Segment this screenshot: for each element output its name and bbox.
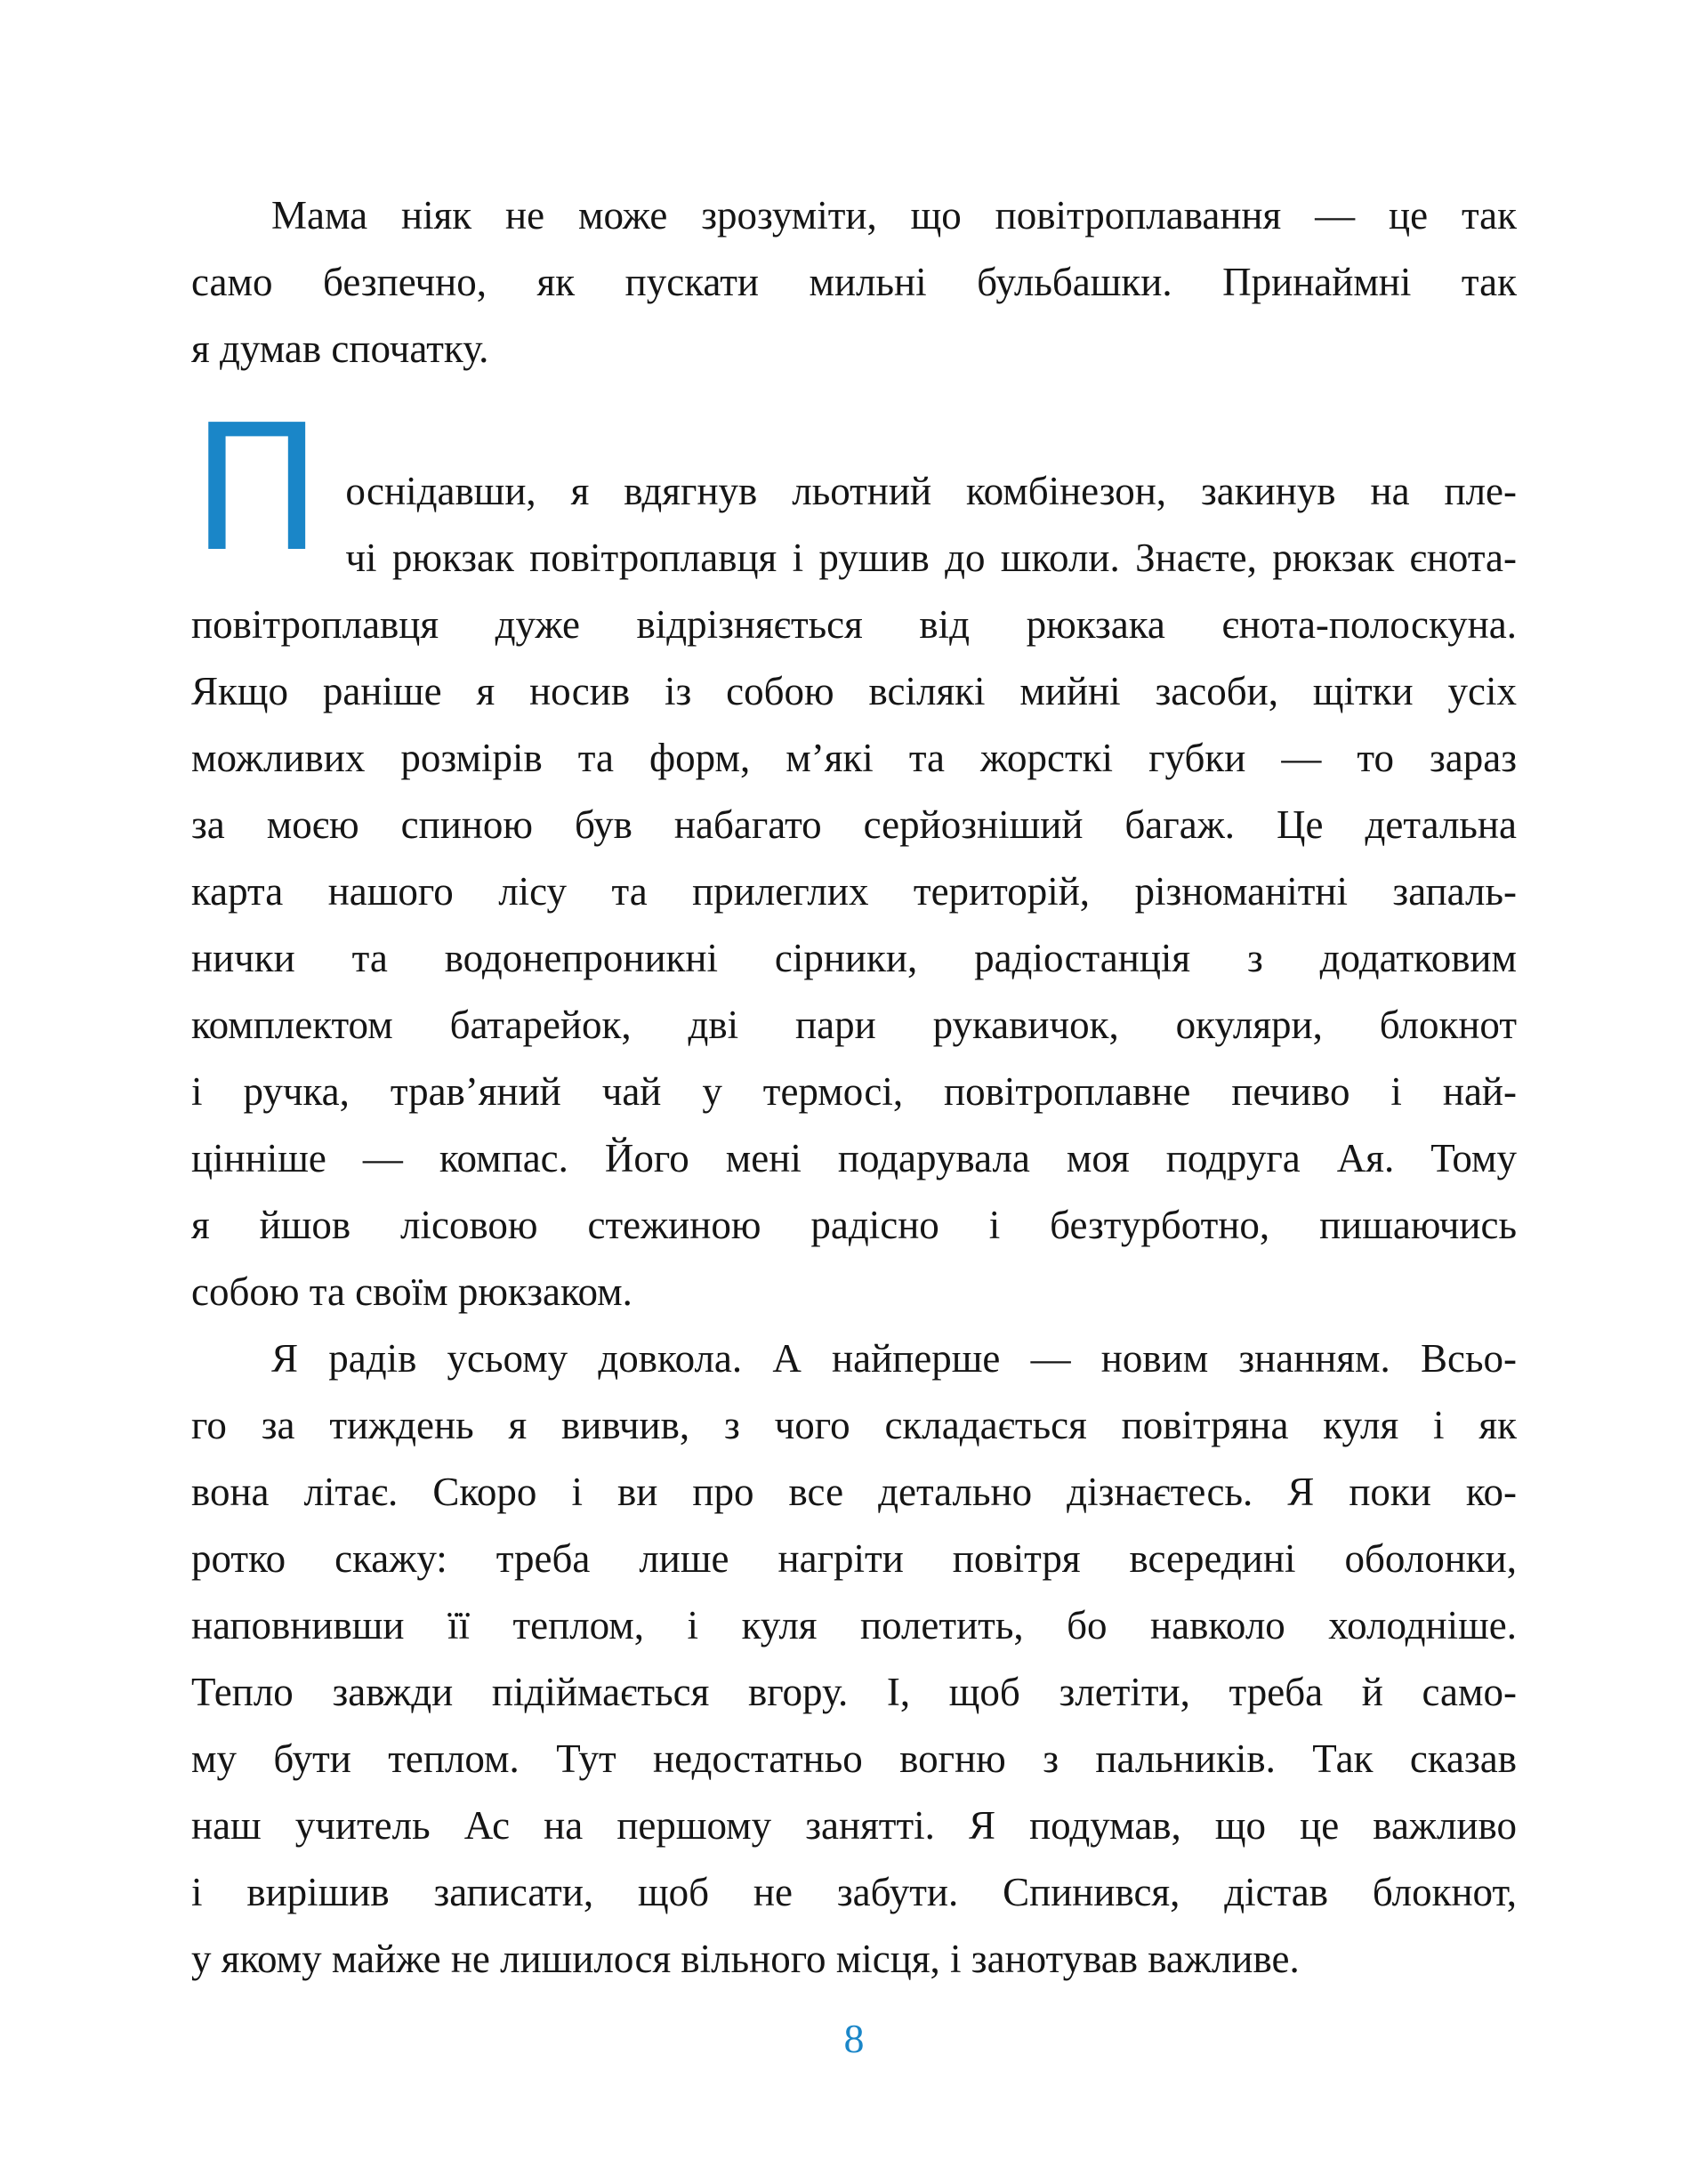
text-line: го за тиждень я вивчив, з чого складається повітряна куля і як — [191, 1403, 1517, 1447]
text-line: ротко скажу: треба лише нагріти повітря всередині оболонки, — [191, 1536, 1517, 1581]
text-line: я йшов лісовою стежиною радісно і безтурботно, пишаючись — [191, 1203, 1517, 1247]
text-line: повітроплавця дуже відрізняється від рюкзака єнота-полоскуна. — [191, 602, 1517, 647]
text-line: можливих розмірів та форм, м’які та жорсткі губки — то зараз — [191, 736, 1517, 780]
text-line: Я радів усьому довкола. А найперше — новим знанням. Всьо- — [271, 1336, 1517, 1381]
text-line: і вирішив записати, щоб не забути. Спинився, дістав блокнот, — [191, 1870, 1517, 1914]
text-line: і ручка, трав’яний чай у термосі, повітроплавне печиво і най- — [191, 1069, 1517, 1114]
page-body — [191, 0, 1517, 1993]
text-line: вона літає. Скоро і ви про все детально дізнаєтесь. Я поки ко- — [191, 1470, 1517, 1514]
text-line: цінніше — компас. Його мені подарувала моя подруга Ая. Тому — [191, 1136, 1517, 1180]
text-line: наш учитель Ас на першому занятті. Я подумав, що це важливо — [191, 1803, 1517, 1848]
page-number: 8 — [843, 2016, 865, 2061]
paragraph — [191, 388, 1517, 1325]
text-line: карта нашого лісу та прилеглих територій, різноманітні запаль- — [191, 869, 1517, 914]
text-line: Тепло завжди підіймається вгору. І, щоб злетіти, треба й само- — [191, 1670, 1517, 1714]
paragraph — [191, 1325, 1517, 1993]
text-line: за моєю спиною був набагато серйозніший багаж. Це детальна — [191, 802, 1517, 847]
text-line: Мама ніяк не може зрозуміти, що повітроплавання — це так — [271, 193, 1517, 238]
text-line: у якому майже не лишилося вільного місця, і занотував важливе. — [191, 1937, 1300, 1981]
text-line: наповнивши її теплом, і куля полетить, бо навколо холодніше. — [191, 1603, 1517, 1647]
text-line: собою та своїм рюкзаком. — [191, 1269, 632, 1314]
text-line: му бути теплом. Тут недостатньо вогню з пальників. Так сказав — [191, 1736, 1517, 1781]
text-line: я думав спочатку. — [191, 326, 489, 371]
text-line: комплектом батарейок, дві пари рукавичок, окуляри, блокнот — [191, 1003, 1517, 1047]
text-line: оснідавши, я вдягнув льотний комбінезон, закинув на пле- — [345, 469, 1517, 513]
text-line: чі рюкзак повітроплавця і рушив до школи. Знаєте, рюкзак єнота- — [345, 536, 1517, 580]
page-footer — [0, 2012, 1708, 2066]
text-line: Якщо раніше я носив із собою всілякі мийні засоби, щітки усіх — [191, 669, 1517, 713]
paragraph — [191, 182, 1517, 383]
text-line: само безпечно, як пускати мильні бульбашки. Принаймні так — [191, 260, 1517, 304]
drop-cap: П — [191, 388, 323, 591]
text-line: нички та водонепроникні сірники, радіостанція з додатковим — [191, 936, 1517, 980]
